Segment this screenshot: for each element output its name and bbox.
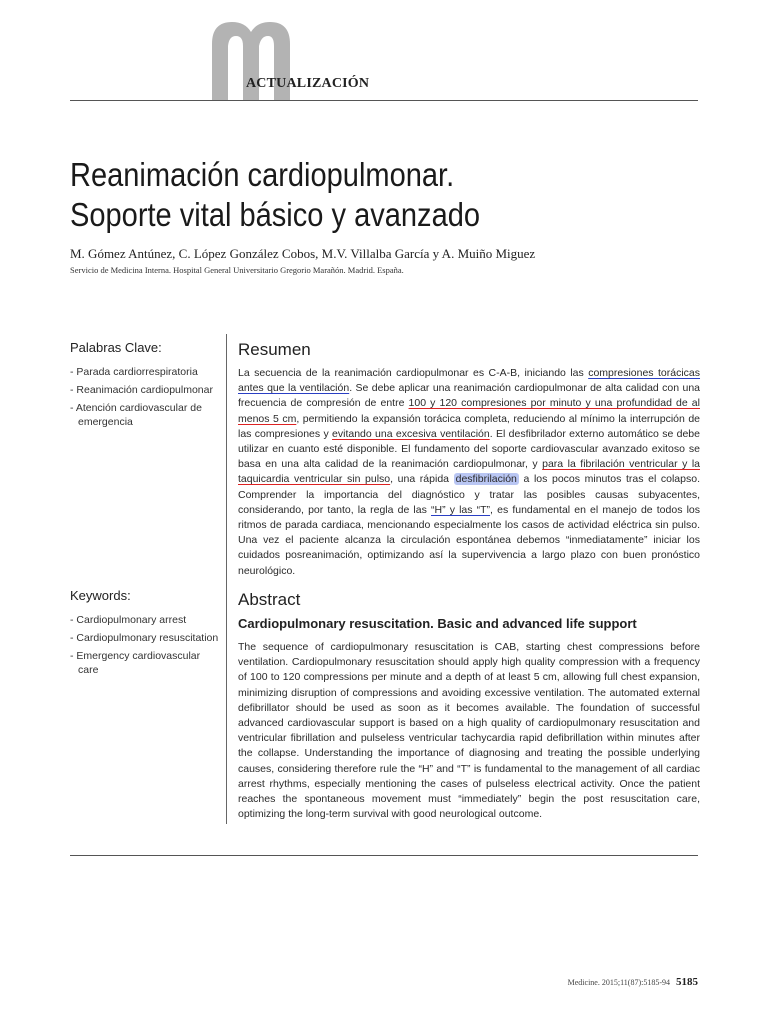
- keywords-es-list: [70, 365, 220, 429]
- keyword-item: - Cardiopulmonary arrest: [70, 614, 187, 626]
- keyword-item: - Atención cardiovascular de emergencia: [70, 402, 202, 428]
- highlighted-phrase: 100 y 120 compresiones por minuto y una profundidad de al menos 5 cm: [238, 397, 700, 425]
- abstract-subtitle: Cardiopulmonary resuscitation. Basic and advanced life support: [238, 616, 637, 631]
- page-footer: [568, 976, 698, 988]
- footer-divider: [70, 855, 698, 856]
- highlighted-phrase: para la fibrilación ventricular y la taquicardia ventricular sin pulso: [238, 458, 700, 486]
- resumen-heading: Resumen: [238, 340, 311, 359]
- keyword-item: - Reanimación cardiopulmonar: [70, 384, 213, 396]
- highlighted-phrase: evitando una excesiva ventilación: [332, 427, 490, 440]
- article-title-line-2: Soporte vital básico y avanzado: [70, 196, 481, 233]
- abstract-text: The sequence of cardiopulmonary resuscitation is CAB, starting chest compressions before ventilation. Cardiopulmonary resuscitation should apply high quality compression with a frequency of 100 to 120 compressions per minute and a depth of at least 5 cm, allowing full chest expansion, minimizing disruption of compressions and avoiding excessive ventilation. The automated external defibrillator should be used as soon as it becomes available. The foundation of successful advanced cardiovascular support is based on a high quality of cardiopulmonary resuscitation and ventricular fibrillation and pulseless ventricular tachycardia rapid defibrillation within minutes after the collapse. Understanding the importance of diagnosing and treating the possible underlying causes, considering therefore rule the “H” and “T” is fundamental to the management of all cardiac arrest rhythms, especially mentioning the cases of pulseless electrical activity. Once the patient reaches the spontaneous movement must “immediately” begin the post resuscitation care, optimizing the long-term survival with good neurological outcome.: [238, 641, 700, 821]
- highlighted-phrase: compresiones torácicas antes que la ventilación: [238, 367, 701, 395]
- keyword-item: - Cardiopulmonary resuscitation: [70, 632, 219, 644]
- highlighted-phrase: “H” y las “T”: [430, 503, 491, 516]
- abstract-heading: Abstract: [238, 590, 301, 609]
- keywords-en-list: [70, 613, 220, 677]
- article-title-line-1: Reanimación cardiopulmonar.: [70, 156, 455, 193]
- page-number: 5185: [676, 976, 698, 988]
- affiliation: Servicio de Medicina Interna. Hospital General Universitario Gregorio Marañón. Madrid. España.: [70, 265, 404, 275]
- authors: M. Gómez Antúnez, C. López González Cobos, M.V. Villalba García y A. Muiño Miguez: [70, 246, 536, 261]
- section-label: ACTUALIZACIÓN: [246, 76, 370, 91]
- keyword-item: - Parada cardiorrespiratoria: [70, 366, 198, 378]
- keywords-en: [70, 588, 220, 681]
- keyword-item: - Emergency cardiovascular care: [70, 650, 201, 676]
- column-divider: [226, 334, 227, 824]
- header-divider: [70, 100, 698, 101]
- keywords-es: [70, 340, 220, 433]
- citation: Medicine. 2015;11(87):5185-94: [567, 978, 670, 987]
- keywords-en-heading: Keywords:: [70, 588, 131, 603]
- article-title: [70, 155, 633, 235]
- resumen-text: La secuencia de la reanimación cardiopulmonar es C-A-B, iniciando las compresiones torácicas antes que la ventilación. Se debe aplicar una reanimación cardiopulmonar de alta calidad con una frecuencia de compresión de entre 100 y 120 compresiones por minuto y una profundidad de al menos 5 cm, permitiendo la expansión torácica completa, reduciendo al mínimo la interrupción de las compresiones y evitando una excesiva ventilación. El desfibrilador externo automático se debe utilizar en cuanto esté disponible. El fundamento del soporte cardiovascular avanzado exitoso se basa en una alta calidad de la reanimación cardiopulmonar, y para la fibrilación ventricular y la taquicardia ventricular sin pulso, una rápida desfibrilación a los pocos minutos tras el colapso. Comprender la importancia del diagnóstico y tratar las posibles causas subyacentes, considerando, por tanto, la regla de las “H” y las “T”, es fundamental en el manejo de todos los ritmos de parada cardiaca, mencionando especialmente los casos de actividad eléctrica sin pulso. Una vez el paciente alcanza la circulación espontánea debemos “inmediatamente” iniciar los cuidados posreanimación, optimizando así la supervivencia a largo plazo con buen pronóstico neurológico.: [238, 367, 701, 577]
- highlighted-term: desfibrilación: [455, 473, 517, 486]
- keywords-es-heading: Palabras Clave:: [70, 340, 162, 355]
